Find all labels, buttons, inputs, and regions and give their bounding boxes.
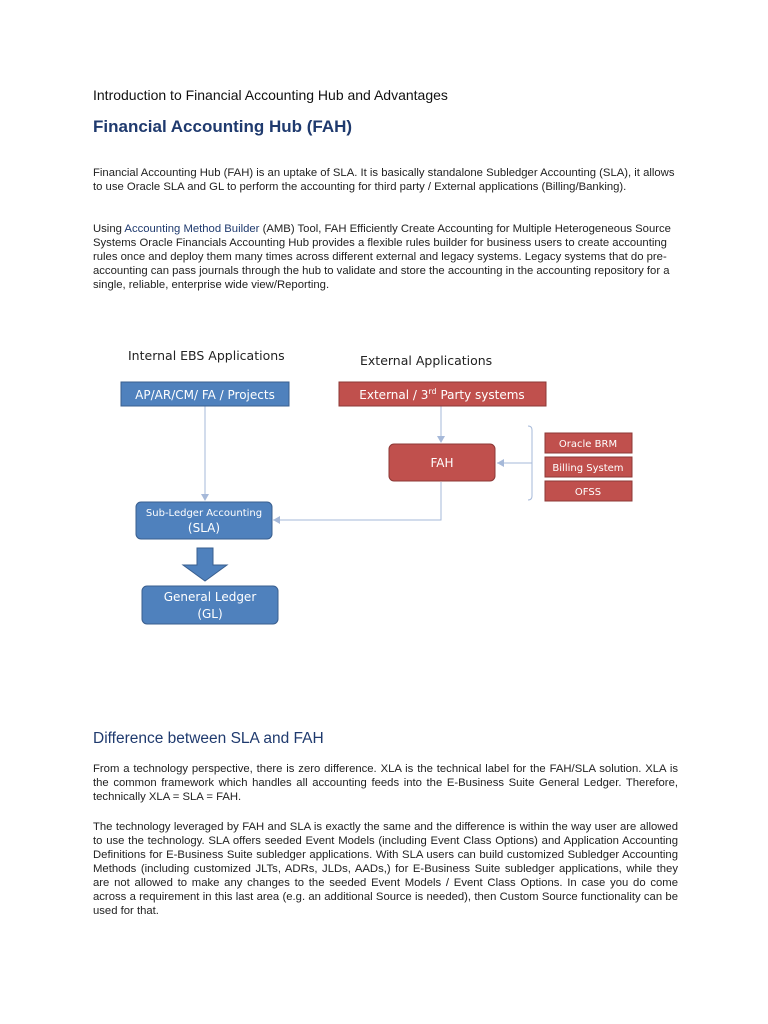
sla-label-line1: Sub-Ledger Accounting [145, 508, 263, 519]
ext-to-fah-arrowhead [437, 436, 445, 443]
amb-rest: (AMB) Tool, FAH Efficiently Create Accounting for Multiple Heterogeneous Source Systems Oracle Financials Accounting Hub provides a flexible rules builder for business users to create accounting rules once and deploy them many times across different external and legacy systems. Legacy systems that do pre-accounting can pass journals through the hub to validate and store the accounting in the accounting repository for a single, reliable, enterprise wide view/Reporting. [93, 223, 671, 291]
svg-text:Oracle BRM: Oracle BRM [558, 439, 618, 450]
svg-text:Billing System: Billing System [552, 463, 624, 474]
intro-paragraph: Financial Accounting Hub (FAH) is an uptake of SLA. It is basically standalone Subledger Accounting (SLA), it allows to use Oracle SLA and GL to perform the accounting for third party / External applications (Billing/Banking). [93, 167, 675, 193]
sla-to-gl-arrow [183, 548, 227, 581]
external-systems-box [339, 382, 546, 406]
intro-title: Introduction to Financial Accounting Hub and Advantages [93, 87, 448, 103]
page-title: Financial Accounting Hub (FAH) [93, 117, 353, 136]
amb-prefix: Using [93, 223, 125, 235]
source-ofss [545, 481, 632, 501]
external-systems-label: External / 3rd Party systems [359, 387, 525, 402]
difference-paragraph: From a technology perspective, there is zero difference. XLA is the technical label for the FAH/SLA solution. XLA is the common framework which handles all accounting feeds into the E-Business Suite General Ledger. Therefore, technically XLA = SLA = FAH. [93, 763, 678, 803]
fah-to-sla-connector [273, 482, 441, 520]
gl-box [142, 586, 278, 624]
ebs-apps-label: AP/AR/CM/ FA / Projects [135, 388, 275, 402]
fah-box [389, 444, 495, 481]
gl-label-line1: General Ledger [163, 590, 257, 604]
section-heading-difference: Difference between SLA and FAH [93, 730, 324, 747]
sla-box [136, 502, 272, 539]
gl-label-line2: (GL) [197, 607, 223, 621]
internal-apps-label: Internal EBS Applications [128, 348, 285, 363]
technology-paragraph: The technology leveraged by FAH and SLA is exactly the same and the difference is within the way user are allowed to use the technology. SLA offers seeded Event Models (including Event Class Options) and Application Accounting Definitions for E-Business Suite subledger applications. With SLA users can build customized Subledger Accounting Methods (including customized JLTs, ADRs, JLDs, AADs,) for E-Business Suite subledger applications, while they are not allowed to make any changes to the seeded Event Models / Event Class Options. In case you do come across a requirement in this last area (e.g. an additional Source is needed), then Custom Source functionality can be used for that. [93, 821, 678, 917]
fah-label: FAH [430, 456, 454, 470]
svg-text:OFSS: OFSS [574, 487, 602, 498]
fah-to-sla-arrowhead [273, 516, 280, 524]
ebs-apps-box [121, 382, 289, 406]
source-oracle-brm [545, 433, 632, 453]
source-billing-system [545, 457, 632, 477]
sources-to-fah-arrowhead [497, 459, 504, 467]
sla-label-line2: (SLA) [187, 521, 221, 535]
external-apps-label: External Applications [360, 353, 493, 368]
ebs-to-sla-arrowhead [201, 494, 209, 501]
amb-link-text: Accounting Method Builder [124, 223, 260, 235]
